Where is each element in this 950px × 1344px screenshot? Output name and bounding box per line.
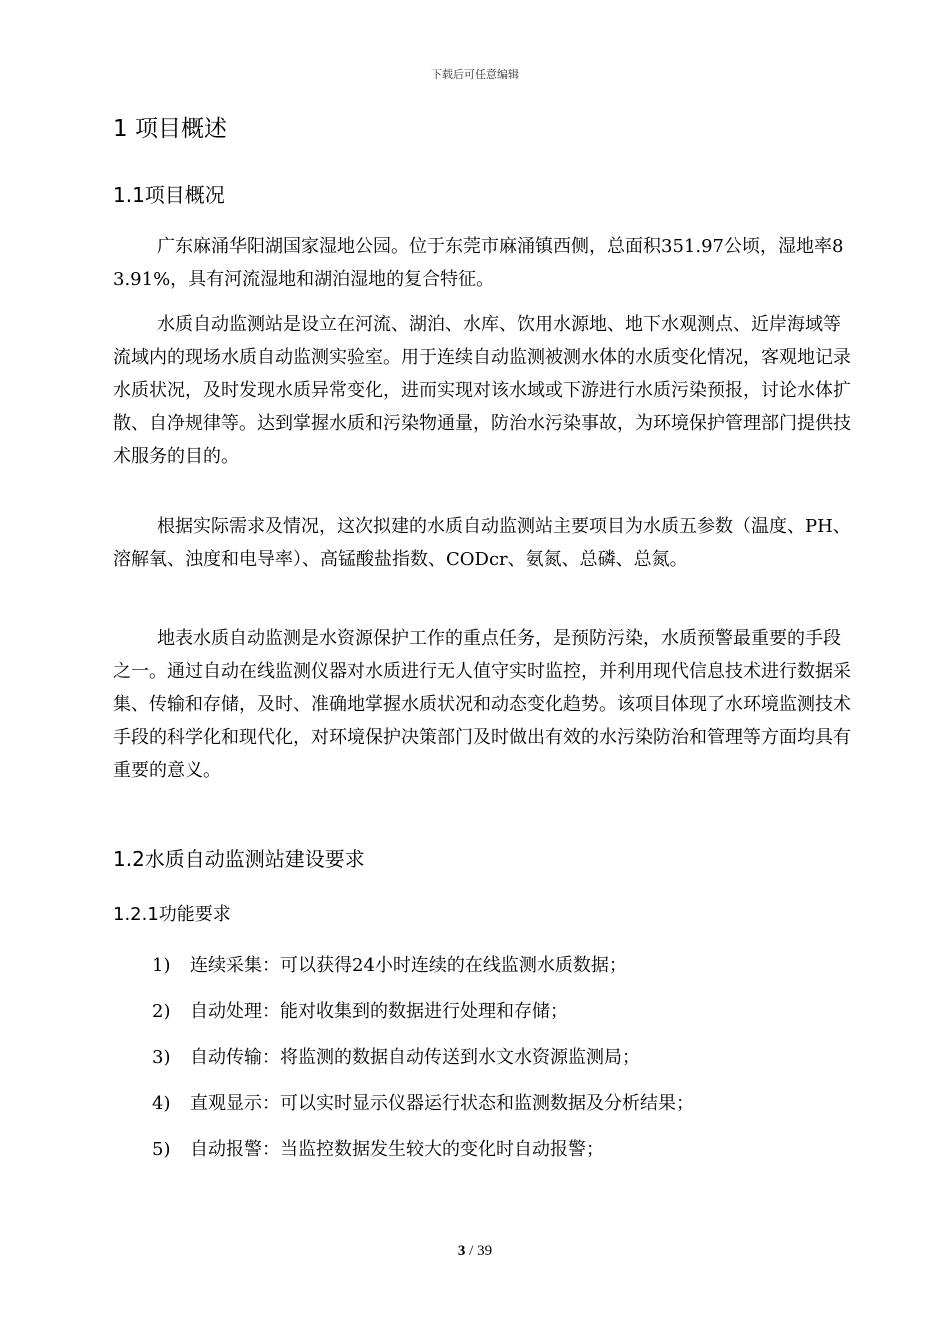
list-item-number: 2) — [152, 1001, 171, 1022]
list-item — [152, 1137, 694, 1183]
list-item — [152, 1045, 694, 1091]
header-note: 下载后可任意编辑 — [431, 68, 519, 81]
subsection-heading: 1.2水质自动监测站建设要求 — [113, 847, 365, 871]
page-total: 39 — [477, 1243, 493, 1259]
page-number — [0, 1243, 950, 1260]
list-item-text: 直观显示：可以实时显示仪器运行状态和监测数据及分析结果； — [190, 1093, 694, 1114]
list-item — [152, 1091, 694, 1137]
list-item-text: 连续采集：可以获得24小时连续的在线监测水质数据； — [190, 955, 627, 976]
page-current: 3 — [457, 1243, 466, 1259]
paragraph: 广东麻涌华阳湖国家湿地公园。位于东莞市麻涌镇西侧，总面积351.97公顷，湿地率83.91%，具有河流湿地和湖泊湿地的复合特征。 — [113, 236, 844, 290]
page-separator: / — [465, 1243, 478, 1259]
sub-subsection-heading: 1.2.1功能要求 — [113, 904, 231, 925]
section-heading: 1 项目概述 — [113, 116, 227, 142]
list-item-text: 自动报警：当监控数据发生较大的变化时自动报警； — [190, 1139, 604, 1160]
paragraph: 地表水质自动监测是水资源保护工作的重点任务，是预防污染，水质预警最重要的手段之一。通过自动在线监测仪器对水质进行无人值守实时监控，并利用现代信息技术进行数据采集、传输和存储，及时、准确地掌握水质状况和动态变化趋势。该项目体现了水环境监测技术手段的科学化和现代化，对环境保护决策部门及时做出有效的水污染防治和管理等方面均具有重要的意义。 — [113, 628, 851, 781]
list-item-number: 5) — [152, 1139, 171, 1160]
paragraph: 根据实际需求及情况，这次拟建的水质自动监测站主要项目为水质五参数（温度、PH、溶解氧、浊度和电导率）、高锰酸盐指数、CODcr、氨氮、总磷、总氮。 — [113, 516, 851, 570]
list-item-number: 4) — [152, 1093, 171, 1114]
list-item-number: 1) — [152, 955, 171, 976]
list-item — [152, 999, 694, 1045]
list-item-number: 3) — [152, 1047, 171, 1068]
list-item — [152, 953, 694, 999]
subsection-heading: 1.1项目概况 — [113, 183, 225, 207]
function-list — [152, 953, 694, 1183]
list-item-text: 自动处理：能对收集到的数据进行处理和存储； — [190, 1001, 568, 1022]
list-item-text: 自动传输：将监测的数据自动传送到水文水资源监测局； — [190, 1047, 640, 1068]
paragraph: 水质自动监测站是设立在河流、湖泊、水库、饮用水源地、地下水观测点、近岸海域等流域内的现场水质自动监测实验室。用于连续自动监测被测水体的水质变化情况，客观地记录水质状况，及时发现水质异常变化，进而实现对该水域或下游进行水质污染预报，讨论水体扩散、自净规律等。达到掌握水质和污染物通量，防治水污染事故，为环境保护管理部门提供技术服务的目的。 — [113, 314, 851, 467]
